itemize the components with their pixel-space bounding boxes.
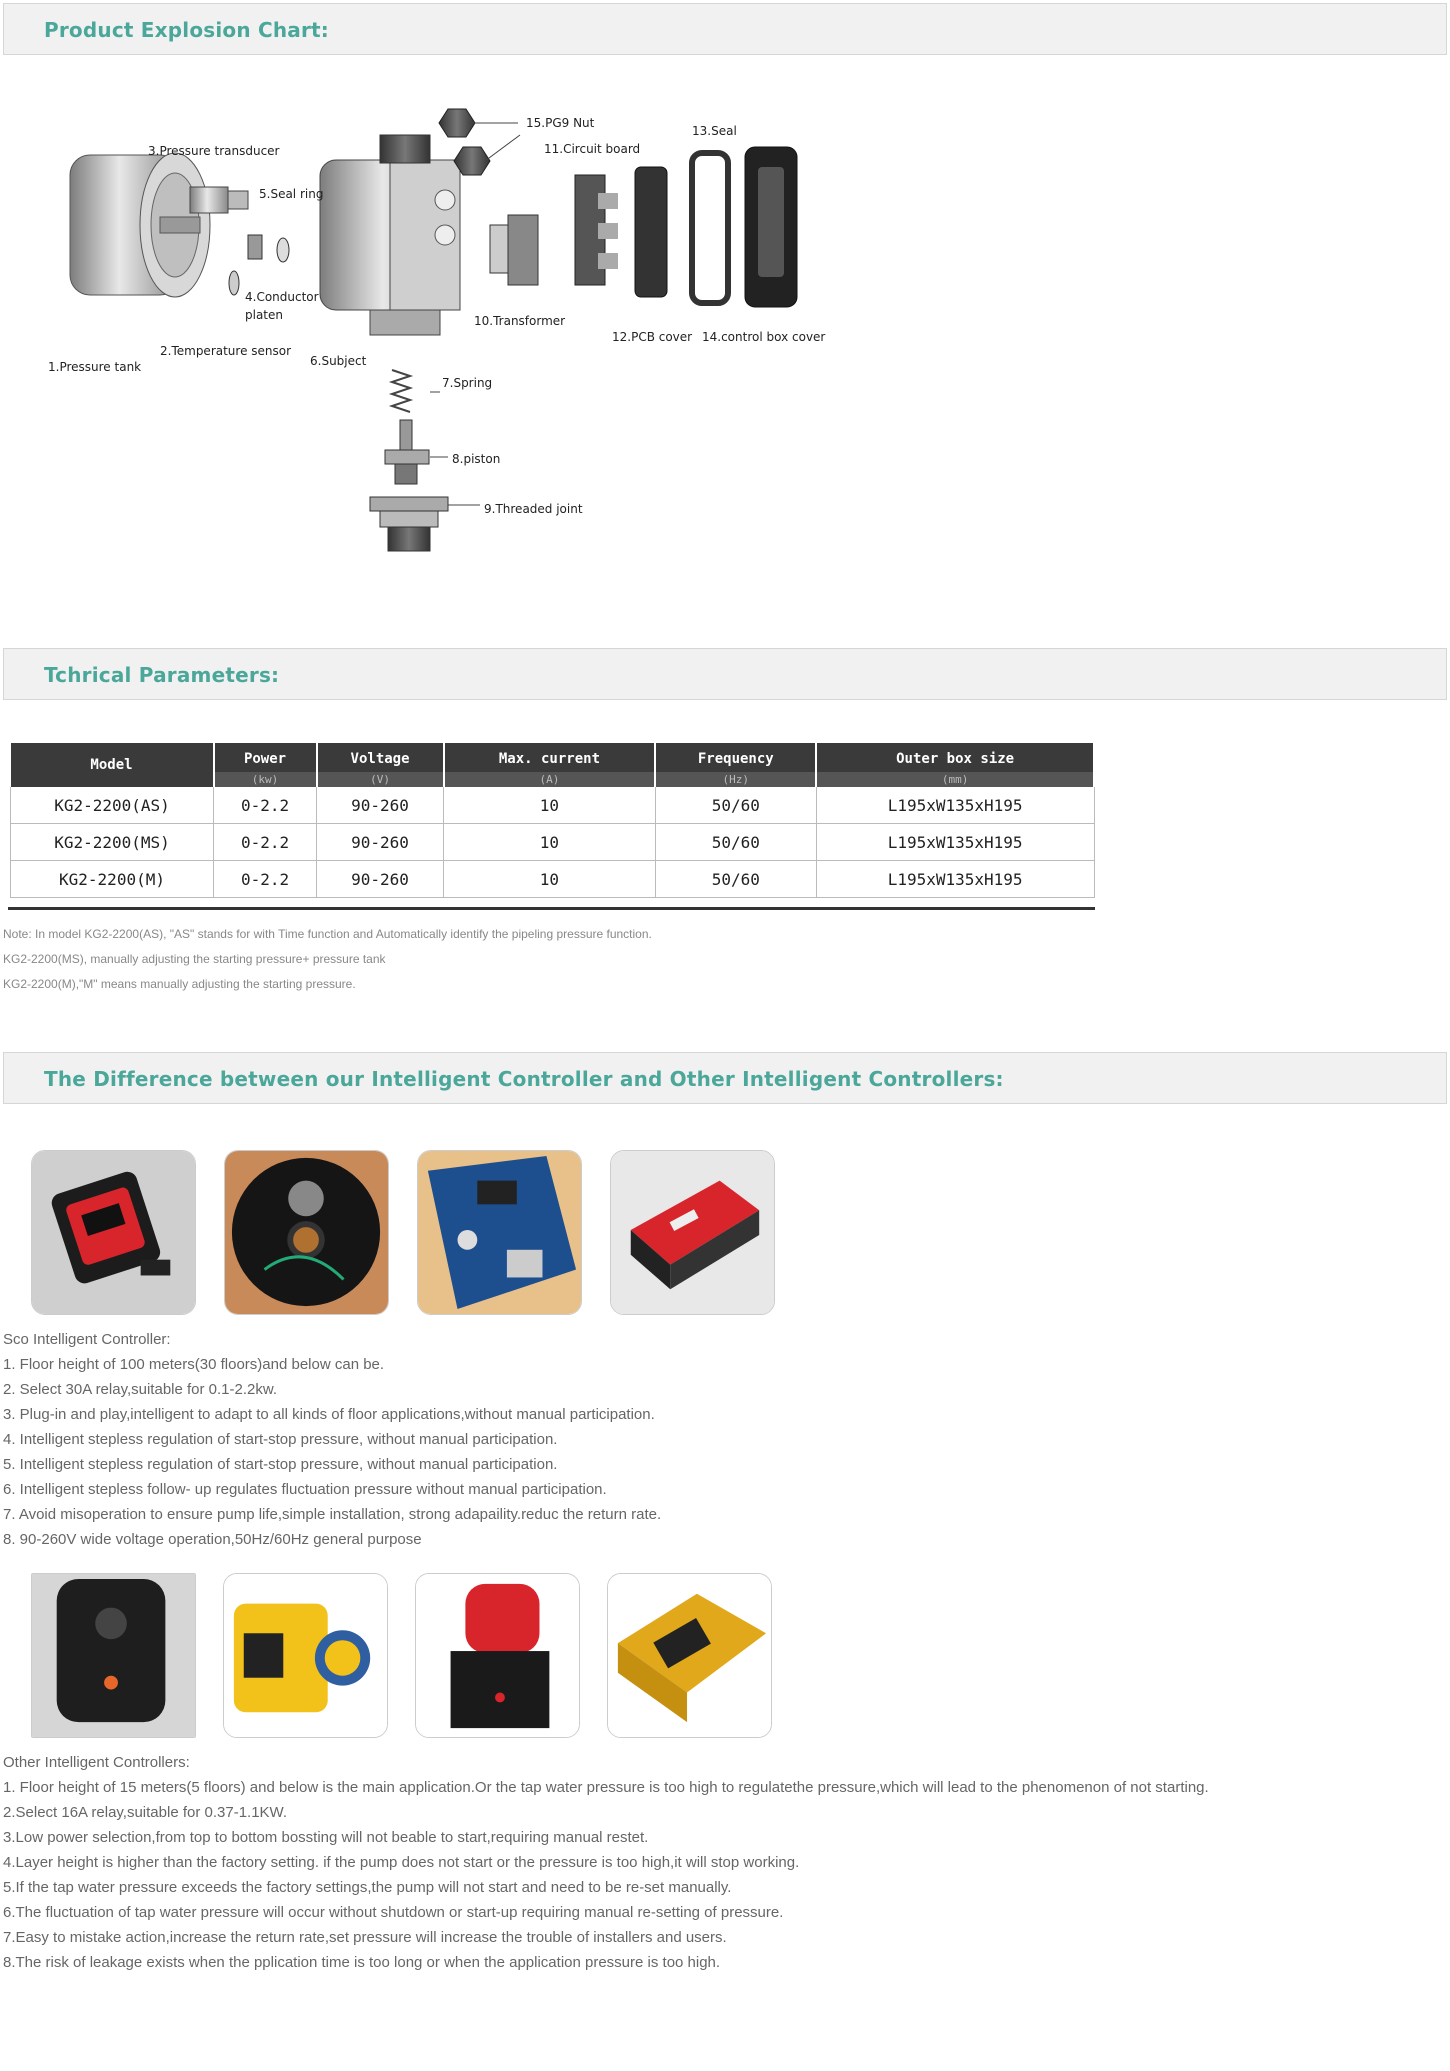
table-cell: 0-2.2 xyxy=(214,861,317,898)
list-item: 1. Floor height of 100 meters(30 floors)and below can be. xyxy=(3,1356,385,1373)
label-pressure-tank: 1.Pressure tank xyxy=(48,360,142,374)
table-cell: 0-2.2 xyxy=(214,787,317,824)
label-spring: 7.Spring xyxy=(442,376,493,390)
table-header-voltage: Voltage xyxy=(317,743,444,772)
sco-product-photos xyxy=(31,1150,775,1315)
list-item: 1. Floor height of 15 meters(5 floors) and below is the main application.Or the tap water pressure is too high to regulatethe pressure,which will lead to the phenomenon of not starting. xyxy=(3,1779,1209,1796)
subject-part xyxy=(320,135,460,335)
table-cell: 90-260 xyxy=(317,787,444,824)
label-pg9-nut: 15.PG9 Nut xyxy=(526,116,595,130)
table-header-outer-box-size: Outer box size xyxy=(816,743,1094,772)
label-piston: 8.piston xyxy=(452,452,501,466)
explosion-diagram xyxy=(30,105,850,595)
label-seal: 13.Seal xyxy=(692,124,737,138)
label-transformer: 10.Transformer xyxy=(474,314,566,328)
pressure-transducer-part xyxy=(190,187,248,213)
list-item: 7.Easy to mistake action,increase the return rate,set pressure will increase the trouble of installers and users. xyxy=(3,1929,727,1946)
table-cell: 10 xyxy=(444,861,656,898)
other-black-controller-photo xyxy=(31,1573,196,1738)
table-header-max-current: Max. current xyxy=(444,743,656,772)
list-item: 7. Avoid misoperation to ensure pump life,simple installation, strong adapaility.reduc the return rate. xyxy=(3,1506,662,1523)
sco-circuit-board-photo xyxy=(417,1150,582,1315)
table-cell: 0-2.2 xyxy=(214,824,317,861)
table-header-power: Power xyxy=(214,743,317,772)
label-subject: 6.Subject xyxy=(310,354,367,368)
note-line: Note: In model KG2-2200(AS), "AS" stands for with Time function and Automatically identify the pipeling pressure function. xyxy=(3,927,652,941)
table-cell: 50/60 xyxy=(655,787,816,824)
piston-part xyxy=(385,420,429,484)
other-feature-list xyxy=(3,1750,1209,1975)
list-item: 2.Select 16A relay,suitable for 0.37-1.1KW. xyxy=(3,1804,288,1821)
table-cell: L195xW135xH195 xyxy=(816,824,1094,861)
list-item: 2. Select 30A relay,suitable for 0.1-2.2kw. xyxy=(3,1381,278,1398)
table-cell: L195xW135xH195 xyxy=(816,787,1094,824)
list-item: 6. Intelligent stepless follow- up regulates fluctuation pressure without manual participation. xyxy=(3,1481,607,1498)
list-item: 8. 90-260V wide voltage operation,50Hz/60Hz general purpose xyxy=(3,1531,422,1548)
table-row xyxy=(11,824,1095,861)
label-pressure-transducer: 3.Pressure transducer xyxy=(148,144,280,158)
transformer-part xyxy=(490,215,538,285)
table-row xyxy=(11,861,1095,898)
table-header-frequency: Frequency xyxy=(655,743,816,772)
table-cell: 50/60 xyxy=(655,824,816,861)
table-cell: L195xW135xH195 xyxy=(816,861,1094,898)
label-temperature-sensor: 2.Temperature sensor xyxy=(160,344,292,358)
label-circuit-board: 11.Circuit board xyxy=(544,142,641,156)
control-box-cover-part xyxy=(745,147,797,307)
circuit-board-part xyxy=(575,175,618,285)
list-item: 5. Intelligent stepless regulation of start-stop pressure, without manual participation. xyxy=(3,1456,558,1473)
table-cell: 90-260 xyxy=(317,861,444,898)
table-unit: (mm) xyxy=(816,772,1094,787)
list-heading: Sco Intelligent Controller: xyxy=(3,1331,171,1348)
table-bottom-rule xyxy=(8,907,1095,910)
section-title: The Difference between our Intelligent Controller and Other Intelligent Controllers: xyxy=(44,1067,1004,1091)
label-control-box-cover: 14.control box cover xyxy=(702,330,826,344)
label-conductor: 4.Conductor xyxy=(245,290,319,304)
list-heading: Other Intelligent Controllers: xyxy=(3,1754,190,1771)
note-line: KG2-2200(M),"M" means manually adjusting the starting pressure. xyxy=(3,977,356,991)
table-cell: 10 xyxy=(444,824,656,861)
table-cell: KG2-2200(M) xyxy=(11,861,214,898)
note-line: KG2-2200(MS), manually adjusting the starting pressure+ pressure tank xyxy=(3,952,386,966)
label-conductor-platen: platen xyxy=(245,308,283,322)
table-unit: (kw) xyxy=(214,772,317,787)
label-seal-ring: 5.Seal ring xyxy=(259,187,324,201)
section-title: Product Explosion Chart: xyxy=(44,18,330,42)
table-cell: KG2-2200(AS) xyxy=(11,787,214,824)
table-header-model: Model xyxy=(11,743,214,787)
other-yellow-box-controller-photo xyxy=(607,1573,772,1738)
table-row xyxy=(11,787,1095,824)
table-cell: 10 xyxy=(444,787,656,824)
pcb-cover-part xyxy=(635,167,667,297)
sco-red-controller-photo xyxy=(610,1150,775,1315)
label-threaded-joint: 9.Threaded joint xyxy=(484,502,583,516)
table-unit: (A) xyxy=(444,772,656,787)
table-cell: 90-260 xyxy=(317,824,444,861)
spring-part xyxy=(392,370,410,412)
section-title: Tchrical Parameters: xyxy=(44,663,280,687)
other-product-photos xyxy=(31,1573,772,1738)
other-red-cap-controller-photo xyxy=(415,1573,580,1738)
list-item: 3.Low power selection,from top to bottom bossting will not beable to start,requiring manual restet. xyxy=(3,1829,649,1846)
section-header-params xyxy=(3,648,1447,700)
parameters-table xyxy=(10,743,1095,898)
list-item: 8.The risk of leakage exists when the pplication time is too long or when the application pressure is too high. xyxy=(3,1954,721,1971)
table-unit: (V) xyxy=(317,772,444,787)
list-item: 6.The fluctuation of tap water pressure will occur without shutdown or start-up requiring manual re-setting of pressure. xyxy=(3,1904,784,1921)
sco-internal-photo xyxy=(224,1150,389,1315)
list-item: 4.Layer height is higher than the factory setting. if the pump does not start or the pressure is too high,it will stop working. xyxy=(3,1854,800,1871)
seal-part xyxy=(692,153,728,303)
other-yellow-controller-photo xyxy=(223,1573,388,1738)
table-cell: 50/60 xyxy=(655,861,816,898)
sco-controller-photo xyxy=(31,1150,196,1315)
pressure-tank-part xyxy=(70,153,210,297)
list-item: 4. Intelligent stepless regulation of start-stop pressure, without manual participation. xyxy=(3,1431,558,1448)
seal-ring-part xyxy=(229,235,289,295)
threaded-joint-part xyxy=(370,497,448,551)
label-pcb-cover: 12.PCB cover xyxy=(612,330,693,344)
list-item: 3. Plug-in and play,intelligent to adapt to all kinds of floor applications,without manual participation. xyxy=(3,1406,655,1423)
section-header-difference xyxy=(3,1052,1447,1104)
model-notes xyxy=(3,922,652,997)
table-cell: KG2-2200(MS) xyxy=(11,824,214,861)
list-item: 5.If the tap water pressure exceeds the factory settings,the pump will not start and need to be re-set manually. xyxy=(3,1879,732,1896)
sco-feature-list xyxy=(3,1327,661,1552)
section-header-explosion xyxy=(3,3,1447,55)
table-unit: (Hz) xyxy=(655,772,816,787)
